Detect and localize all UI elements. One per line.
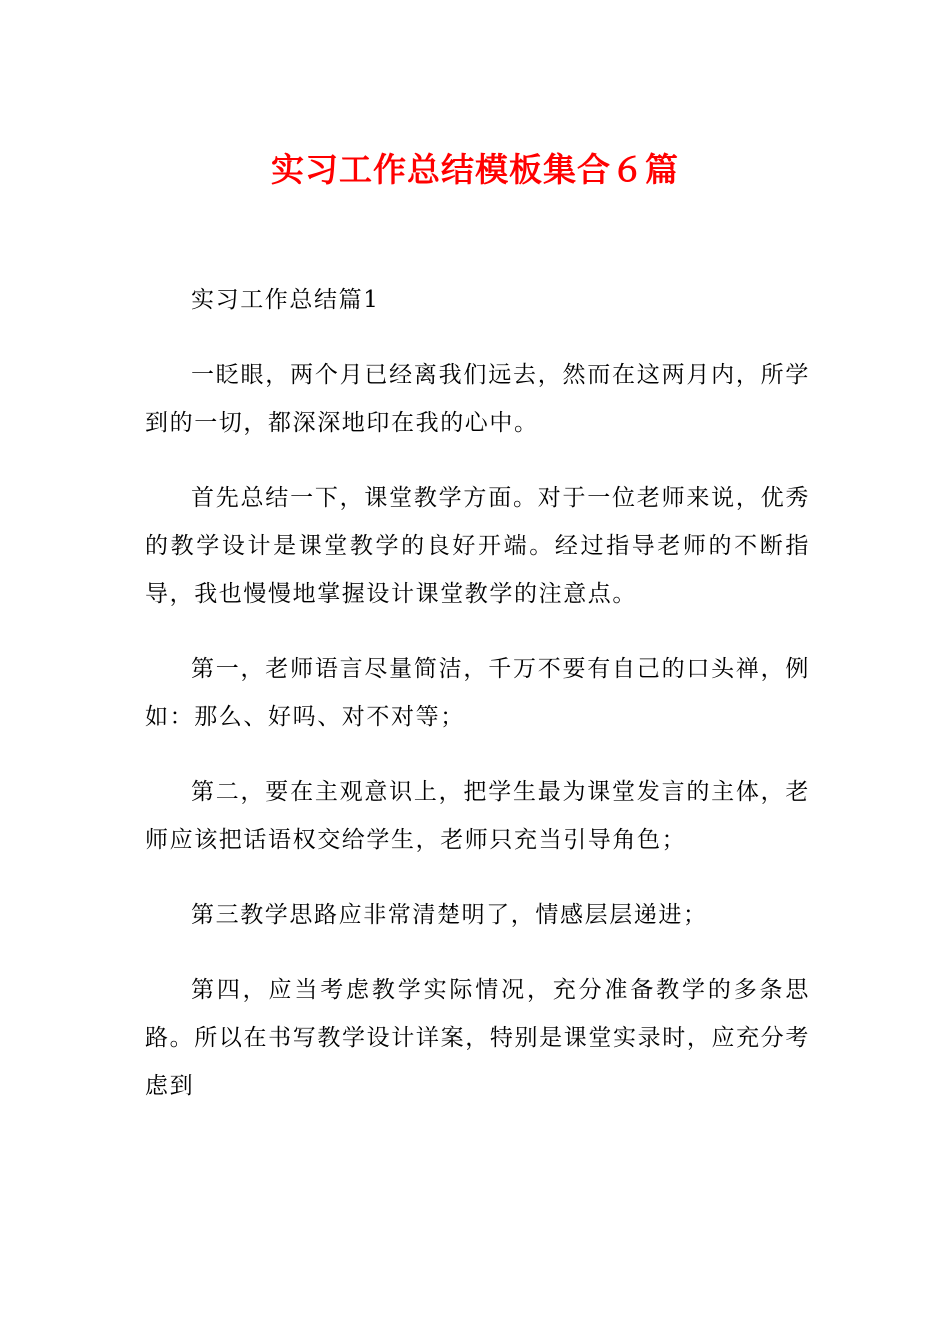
paragraph: 一眨眼，两个月已经离我们远去，然而在这两月内，所学到的一切，都深深地印在我的心中。 [145,362,810,436]
paragraph: 第一，老师语言尽量简洁，千万不要有自己的口头禅，例如：那么、好吗、对不对等； [145,656,810,730]
paragraph: 第三教学思路应非常清楚明了，情感层层递进； [191,902,708,928]
document-title: 实习工作总结模板集合６篇 [271,150,679,189]
document-body [145,276,810,1137]
section-heading: 实习工作总结篇1 [191,287,380,313]
paragraph: 第二，要在主观意识上，把学生最为课堂发言的主体，老师应该把话语权交给学生，老师只充当引导角色； [145,779,810,853]
paragraph: 首先总结一下，课堂教学方面。对于一位老师来说，优秀的教学设计是课堂教学的良好开端。经过指导老师的不断指导，我也慢慢地掌握设计课堂教学的注意点。 [145,485,810,607]
paragraph: 第四，应当考虑教学实际情况，充分准备教学的多条思路。所以在书写教学设计详案，特别是课堂实录时，应充分考虑到 [145,977,810,1099]
